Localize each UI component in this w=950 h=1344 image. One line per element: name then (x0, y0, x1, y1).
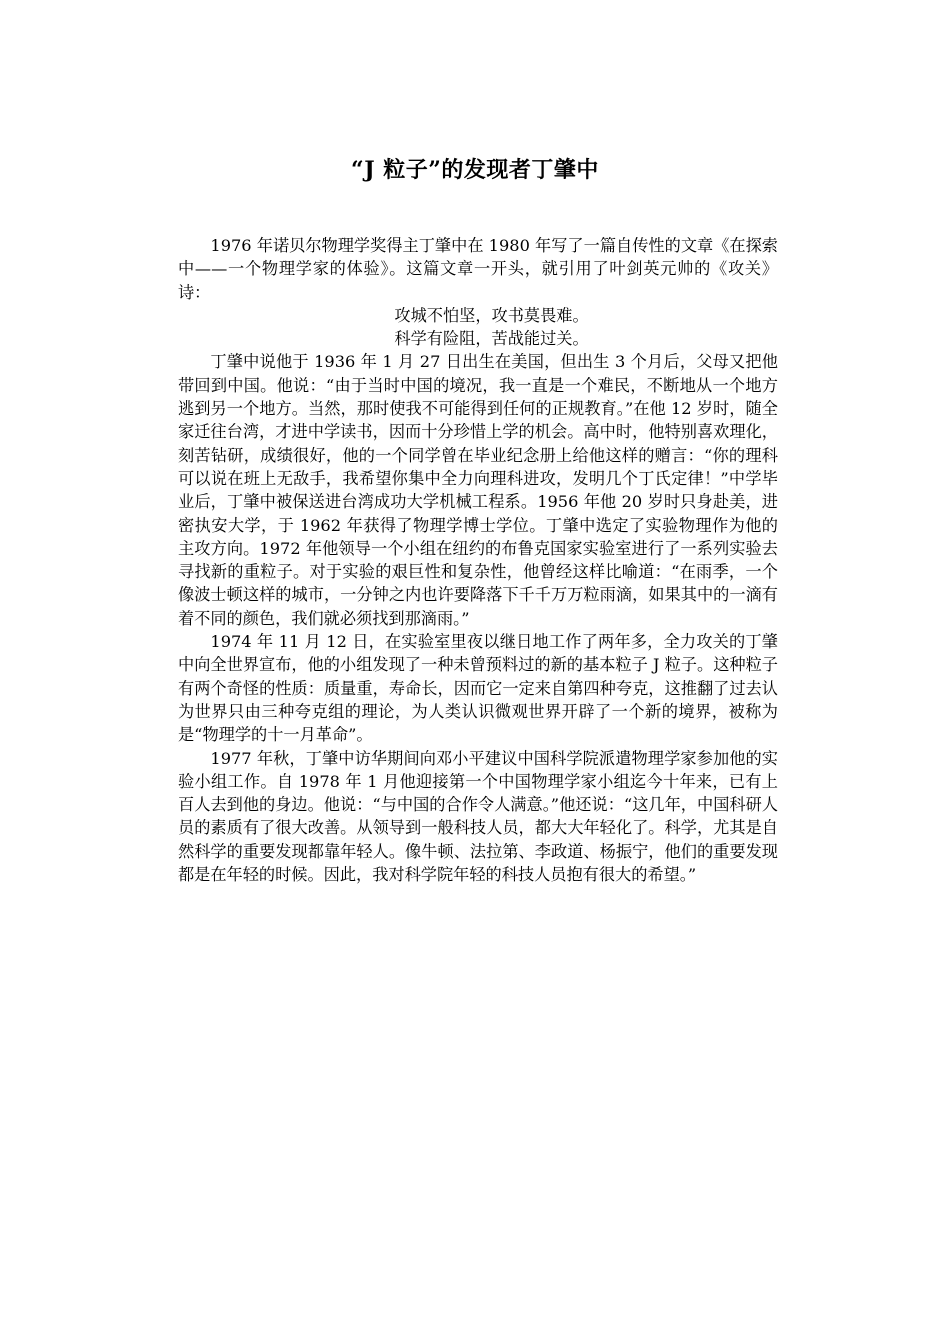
paragraph-biography: 丁肇中说他于 1936 年 1 月 27 日出生在美国，但出生 3 个月后，父母又把他带回到中国。他说：“由于当时中国的境况，我一直是一个难民，不断地从一个地方逃到另一个地方。当然，那时使我不可能得到任何的正规教育。”在他 12 岁时，随全家迁往台湾，才进中学读书，因而十分珍惜上学的机会。高中时，他特别喜欢理化，刻苦钻研，成绩很好，他的一个同学曾在毕业纪念册上给他这样的赠言：“你的理科可以说在班上无敌手，我希望你集中全力向理科进攻，发明几个丁氏定律！”中学毕业后，丁肇中被保送进台湾成功大学机械工程系。1956 年他 20 岁时只身赴美，进密执安大学，于 1962 年获得了物理学博士学位。丁肇中选定了实验物理作为他的主攻方向。1972 年他领导一个小组在纽约的布鲁克国家实验室进行了一系列实验去寻找新的重粒子。对于实验的艰巨性和复杂性，他曾经这样比喻道：“在雨季，一个像波士顿这样的城市，一分钟之内也许要降落下千千万万粒雨滴，如果其中的一滴有着不同的颜色，我们就必须找到那滴雨。” (178, 352, 778, 628)
poem-line-2: 科学有险阻，苦战能过关。 (394, 329, 589, 349)
document-title: “J 粒子”的发现者丁肇中 (351, 157, 599, 183)
paragraph-cooperation: 1977 年秋，丁肇中访华期间向邓小平建议中国科学院派遣物理学家参加他的实验小组工作。自 1978 年 1 月他迎接第一个中国物理学家小组迄今十年来，已有上百人去到他的身边。他说：“与中国的合作令人满意。”他还说：“这几年，中国科研人员的素质有了很大改善。从领导到一般科技人员，都大大年轻化了。科学，尤其是自然科学的重要发现都靠年轻人。像牛顿、法拉第、李政道、杨振宁，他们的重要发现都是在年轻的时候。因此，我对科学院年轻的科技人员抱有很大的希望。” (178, 748, 778, 885)
poem-line-1: 攻城不怕坚，攻书莫畏难。 (394, 305, 589, 325)
paragraph-intro: 1976 年诺贝尔物理学奖得主丁肇中在 1980 年写了一篇自传性的文章《在探索中——一个物理学家的体验》。这篇文章一开头，就引用了叶剑英元帅的《攻关》诗： (178, 236, 778, 302)
paragraph-discovery: 1974 年 11 月 12 日，在实验室里夜以继日地工作了两年多，全力攻关的丁肇中向全世界宣布，他的小组发现了一种未曾预料过的新的基本粒子 J 粒子。这种粒子有两个奇怪的性质：质量重，寿命长，因而它一定来自第四种夸克，这推翻了过去认为世界只由三种夸克组的理论，为人类认识微观世界开辟了一个新的境界，被称为是“物理学的十一月革命”。 (178, 632, 778, 745)
document-body (178, 234, 778, 886)
